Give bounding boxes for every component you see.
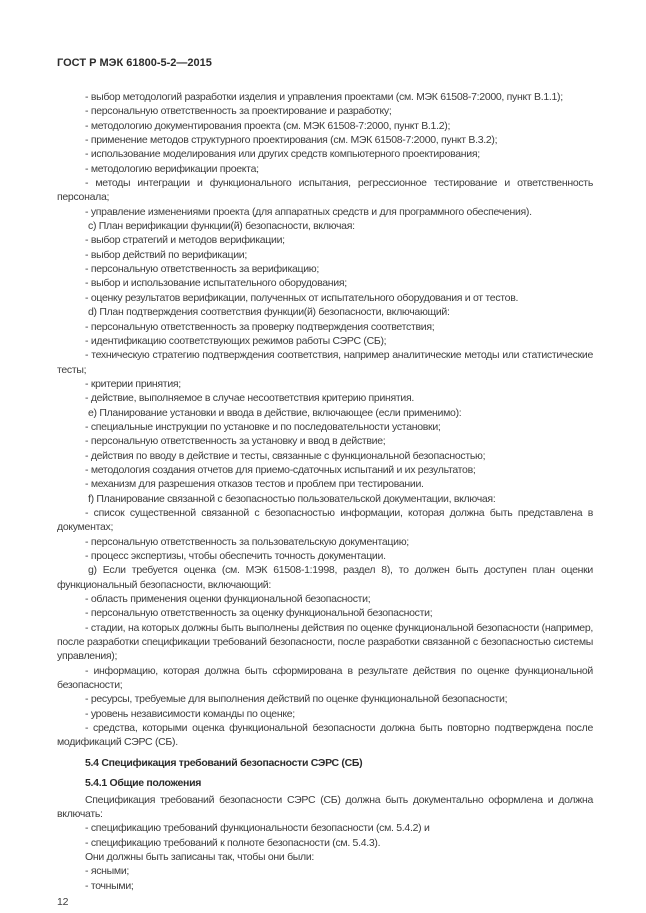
list-item: - персональную ответственность за верификацию; xyxy=(85,263,319,276)
list-item: - ресурсы, требуемые для выполнения действий по оценке функциональной безопасности; xyxy=(85,693,508,706)
list-item: - уровень независимости команды по оценке; xyxy=(85,707,295,720)
list-item: - механизм для разрешения отказов тестов и проблем при тестировании. xyxy=(85,478,424,491)
section-heading: 5.4.1 Общие положения xyxy=(85,777,202,790)
list-item: - средства, которыми оценка функциональной безопасности должна быть повторно подтверждена после модификаций СЭРС (СБ). xyxy=(57,722,593,749)
list-item: - оценку результатов верификации, полученных от испытательного оборудования и от тестов. xyxy=(85,291,519,304)
lettered-list-item: f) Планирование связанной с безопасностью пользовательской документации, включая: xyxy=(88,492,496,505)
list-item: - выбор и использование испытательного оборудования; xyxy=(85,277,347,290)
list-item: - информацию, которая должна быть сформирована в результате действия по оценке функциональной безопасности; xyxy=(57,664,593,692)
lettered-list-item: g) Если требуется оценка (см. МЭК 61508-1:1998, раздел 8), то должен быть доступен план оценки функциональный безопасности, включающий: xyxy=(57,564,593,591)
list-item: - выбор стратегий и методов верификации; xyxy=(85,234,285,247)
list-item: - идентификацию соответствующих режимов работы СЭРС (СБ); xyxy=(85,334,387,347)
list-item: - применение методов структурного проектирования (см. МЭК 61508-7:2000, пункт В.3.2); xyxy=(85,134,498,147)
lettered-list-item: e) Планирование установки и ввода в действие, включающее (если применимо): xyxy=(88,406,462,419)
paragraph: Они должны быть записаны так, чтобы они были: xyxy=(85,850,315,863)
list-item: - специальные инструкции по установке и по последовательности установки; xyxy=(85,420,441,433)
list-item: - точными; xyxy=(85,879,134,892)
list-item: - персональную ответственность за проверку подтверждения соответствия; xyxy=(85,320,435,333)
list-item: - методология создания отчетов для приемо-сдаточных испытаний и их результатов; xyxy=(85,463,476,476)
list-item: - критерии принятия; xyxy=(85,377,181,390)
list-item: - использование моделирования или других средств компьютерного проектирования; xyxy=(85,148,480,161)
list-item: - методы интеграции и функционального испытания, регрессионное тестирование и ответственность персонала; xyxy=(57,177,593,204)
lettered-list-item: d) План подтверждения соответствия функции(й) безопасности, включающий: xyxy=(88,306,450,319)
list-item: - методологию документирования проекта (см. МЭК 61508-7:2000, пункт В.1.2); xyxy=(85,119,451,132)
list-item: - методологию верификации проекта; xyxy=(85,162,259,175)
list-item: - управление изменениями проекта (для аппаратных средств и для программного обеспечения). xyxy=(85,205,532,218)
list-item: - стадии, на которых должны быть выполнены действия по оценке функциональной безопасности (например, после разработки спецификации требований безопасности, после разработки связанной с безопасностью системы управления); xyxy=(57,621,593,663)
list-item: - ясными; xyxy=(85,865,129,878)
list-item: - спецификацию требований функциональности безопасности (см. 5.4.2) и xyxy=(85,822,430,835)
list-item: - действия по вводу в действие и тесты, связанные с функциональной безопасностью; xyxy=(85,449,486,462)
list-item: - персональную ответственность за проектирование и разработку; xyxy=(85,105,392,118)
document-header-title: ГОСТ Р МЭК 61800-5-2—2015 xyxy=(57,57,212,69)
lettered-list-item: c) План верификации функции(й) безопасности, включая: xyxy=(88,220,355,233)
list-item: - список существенной связанной с безопасностью информации, которая должна быть представлена в документах; xyxy=(57,506,593,534)
list-item: - техническую стратегию подтверждения соответствия, например аналитические методы или статистические тесты; xyxy=(57,349,593,376)
list-item: - выбор методологий разработки изделия и управления проектами (см. МЭК 61508-7:2000, пункт В.1.1); xyxy=(85,91,563,103)
list-item: - персональную ответственность за пользовательскую документацию; xyxy=(85,535,409,548)
list-item: - спецификацию требований к полноте безопасности (см. 5.4.3). xyxy=(85,836,381,849)
page-number: 12 xyxy=(57,895,69,908)
list-item: - действие, выполняемое в случае несоответствия критерию принятия. xyxy=(85,392,414,405)
list-item: - выбор действий по верификации; xyxy=(85,248,247,261)
list-item: - персональную ответственность за установку и ввод в действие; xyxy=(85,435,386,448)
list-item: - область применения оценки функциональной безопасности; xyxy=(85,593,371,606)
list-item: - процесс экспертизы, чтобы обеспечить точность документации. xyxy=(85,550,386,562)
list-item: - персональную ответственность за оценку функциональной безопасности; xyxy=(85,607,433,620)
paragraph: Спецификация требований безопасности СЭРС (СБ) должна быть документально оформлена и должна включать: xyxy=(57,793,593,820)
document-body xyxy=(57,90,593,893)
section-heading: 5.4 Спецификация требований безопасности СЭРС (СБ) xyxy=(85,756,363,769)
